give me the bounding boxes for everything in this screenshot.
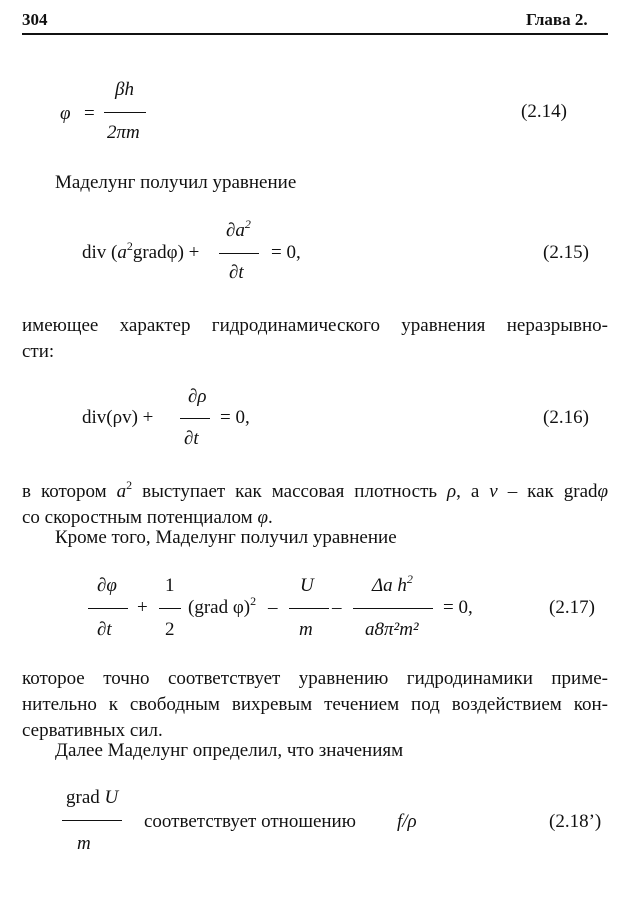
p2-exp: 2: [126, 478, 133, 492]
paragraph-hydrodynamics-line-1: которое точно соответствует уравнению гидродинамики приме-: [22, 668, 608, 689]
p2-var-a: a: [116, 481, 127, 502]
eq-2-15-exp: 2: [126, 239, 133, 253]
eq-2-17-t2-bar: [159, 608, 181, 609]
eq-2-15-numerator: [226, 217, 251, 242]
eq-2-14-number: (2.14): [521, 101, 567, 122]
eq-2-17-minus-1: –: [268, 597, 278, 618]
paragraph-hydrodynamics-line-2: нительно к свободным вихревым течением под воздействием кон-: [22, 694, 608, 715]
eq-2-18-text: соответствует отношению: [144, 811, 356, 832]
p2-line2-text: со скоростным потенциалом: [22, 507, 258, 528]
eq-2-14-lhs: φ: [60, 103, 71, 124]
eq-2-17-grad-text: (grad φ): [188, 597, 251, 618]
paragraph-density-line-1: [22, 479, 608, 505]
eq-2-17-t4-den: a8π²m²: [365, 619, 419, 640]
chapter-title: Глава 2.: [526, 10, 588, 29]
eq-2-16-numerator: ∂ρ: [188, 386, 207, 407]
p2-text-b: выступает как массовая плотность: [132, 481, 448, 502]
eq-2-18-number: (2.18’): [549, 811, 602, 832]
eq-2-17-minus-2: –: [332, 597, 342, 618]
eq-2-17-t2-num: 1: [165, 575, 175, 596]
p2-text-c: , а: [456, 481, 490, 502]
eq-2-17-t2-den: 2: [165, 619, 175, 640]
eq-2-15-denominator: ∂t: [229, 262, 244, 283]
eq-2-17-grad-exp: 2: [250, 594, 257, 608]
eq-2-17-plus: +: [137, 597, 148, 618]
eq-2-18-fraction-bar: [62, 820, 122, 821]
paragraph-hydrodynamics-line-3: сервативных сил.: [22, 720, 163, 741]
eq-2-14-fraction-bar: [104, 112, 146, 113]
page-number: 304: [22, 10, 48, 29]
paragraph-hydrodynamics: [22, 666, 608, 744]
eq-2-17-t1-bar: [88, 608, 128, 609]
eq-2-16-fraction-bar: [180, 418, 210, 419]
eq-2-17-t4-num-text: Δa h: [372, 575, 407, 596]
eq-2-17-t4-bar: [353, 608, 433, 609]
eq-2-18-num-grad: grad: [66, 787, 105, 808]
eq-2-17-grad: [188, 594, 257, 619]
eq-2-17-t3-den: m: [299, 619, 313, 640]
text-madelung-2: Кроме того, Маделунг получил уравнение: [55, 527, 397, 548]
paragraph-continuity: [22, 313, 608, 365]
eq-2-15-num-d: ∂a: [226, 220, 245, 241]
eq-2-15-grad: gradφ) +: [132, 242, 200, 263]
eq-2-15-number: (2.15): [543, 242, 589, 263]
paragraph-density: [22, 479, 608, 531]
p2-text-d: – как grad: [497, 481, 598, 502]
eq-2-15-fraction-bar: [219, 253, 259, 254]
p2-text-a: в котором: [22, 481, 117, 502]
eq-2-16-rhs: = 0,: [220, 407, 250, 428]
eq-2-15-lhs: [82, 239, 200, 264]
eq-2-17-t1-num: ∂φ: [97, 575, 117, 596]
eq-2-17-t4-num: [372, 572, 413, 597]
eq-2-18-denominator: m: [77, 833, 91, 854]
eq-2-17-t3-bar: [289, 608, 329, 609]
eq-2-15-a: a: [117, 242, 127, 263]
eq-2-17-t4-num-exp: 2: [406, 572, 413, 586]
p2-line2-phi: φ: [257, 507, 268, 528]
eq-2-18-num-u: U: [104, 787, 119, 808]
paragraph-continuity-line-2: сти:: [22, 341, 55, 362]
paragraph-continuity-line-1: имеющее характер гидродинамического уравнения неразрывно-: [22, 315, 608, 336]
eq-2-15-rhs: = 0,: [271, 242, 301, 263]
eq-2-14-equals: =: [84, 103, 95, 124]
text-madelung-3: Далее Маделунг определил, что значениям: [55, 740, 404, 761]
eq-2-14-denominator: 2πm: [107, 122, 140, 143]
eq-2-17-number: (2.17): [549, 597, 595, 618]
p2-v: v: [489, 481, 498, 502]
eq-2-17-t1-den: ∂t: [97, 619, 112, 640]
p2-rho: ρ: [447, 481, 457, 502]
eq-2-16-lhs: div(ρv) +: [82, 407, 154, 428]
eq-2-17-rhs: = 0,: [443, 597, 473, 618]
eq-2-16-denominator: ∂t: [184, 428, 199, 449]
text-madelung-1: Маделунг получил уравнение: [55, 172, 297, 193]
eq-2-16-number: (2.16): [543, 407, 589, 428]
eq-2-18-ratio: f/ρ: [397, 811, 417, 832]
p2-line2-dot: .: [267, 507, 273, 528]
eq-2-15-num-exp: 2: [244, 217, 251, 231]
eq-2-18-numerator: [66, 787, 118, 809]
p2-phi: φ: [597, 481, 609, 502]
eq-2-14-numerator: βh: [115, 79, 134, 100]
eq-2-15-div: div (: [82, 242, 118, 263]
header-rule: [22, 33, 608, 35]
eq-2-17-t3-num: U: [300, 575, 314, 596]
